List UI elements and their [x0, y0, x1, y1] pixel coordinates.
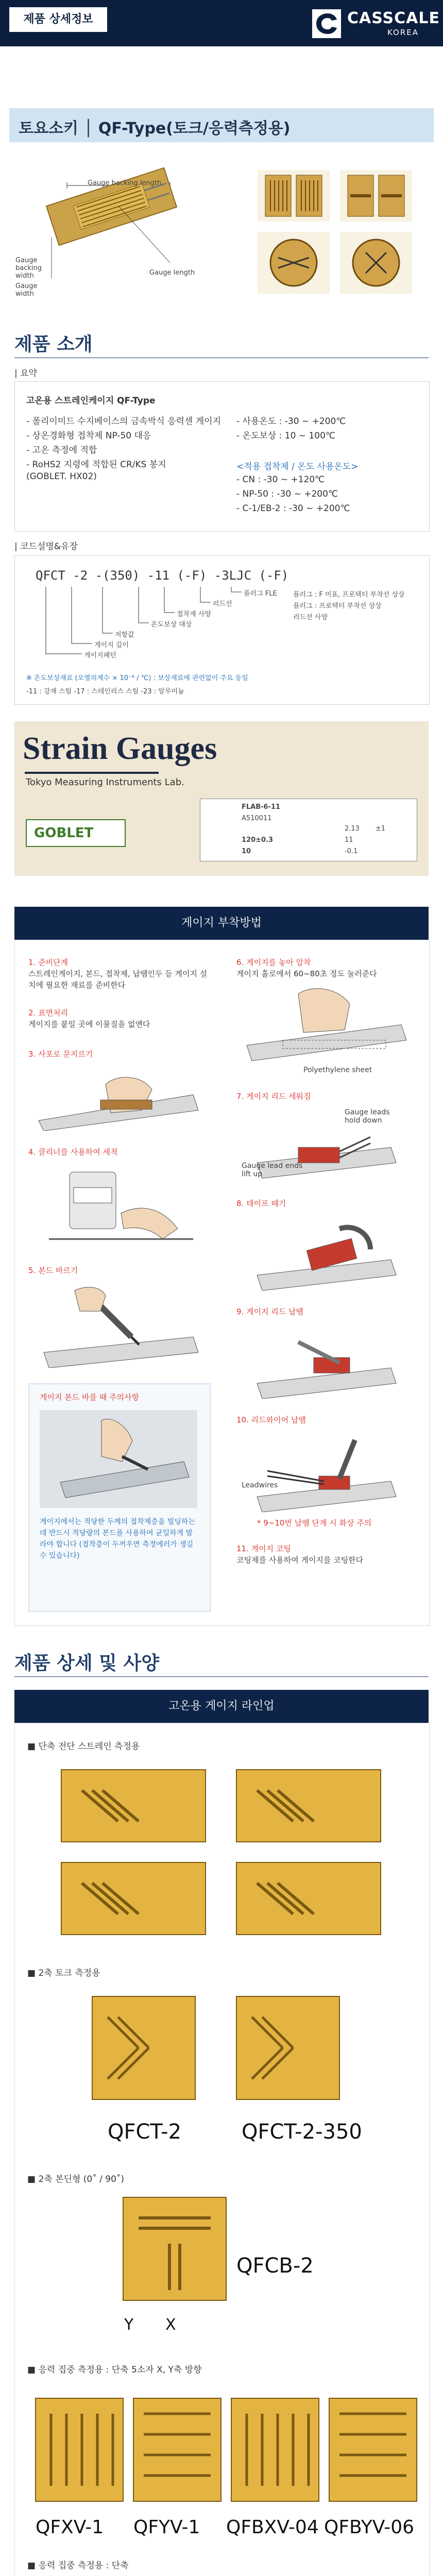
- summary-line: - 상온경화형 접착제 NP-50 대응: [26, 431, 151, 441]
- logo-text: CASSCALE: [347, 9, 440, 27]
- guide-step-10: [236, 1414, 306, 1426]
- warning-box: [28, 1383, 211, 1612]
- package-label-card: [14, 721, 429, 876]
- summary-line: - 고온 측정에 적합: [26, 445, 97, 455]
- step-title: 3. 사포로 문지르기: [28, 1049, 93, 1059]
- caption-qfxv1: QFXV-1: [36, 2517, 104, 2538]
- code-part: 저항값: [115, 631, 134, 639]
- poly-sheet-label: Polyethylene sheet: [303, 1066, 372, 1074]
- code-label: | 코드설명&유장: [14, 541, 78, 552]
- code-note: 리드선 사양: [293, 614, 328, 621]
- step-title: 4. 클리너를 사용하여 세척: [28, 1147, 118, 1157]
- temp-line: - 사용온도 : -30 ~ +200℃: [236, 416, 346, 427]
- step-desc: 게이지 홀로에서 60~80초 정도 눌러준다: [236, 969, 377, 978]
- top-header: [0, 0, 443, 46]
- label-card-gf: 2.13: [345, 825, 360, 833]
- adhesive-line: - C-1/EB-2 : -30 ~ +200℃: [236, 503, 350, 514]
- step-title: 5. 본드 바르기: [28, 1266, 78, 1275]
- goblet-logo: [26, 819, 126, 847]
- shear-gauge-photos: [46, 1759, 396, 1945]
- step-title: 9. 게이지 리드 납땜: [236, 1307, 304, 1316]
- axis-x-label: X: [165, 2316, 176, 2334]
- gauge-backing-width-label: Gauge backing width: [15, 257, 42, 280]
- bondin-gauge-photo: [118, 2192, 231, 2316]
- goblet-text: GOBLET: [34, 825, 94, 841]
- gauge-length-label: Gauge length: [149, 269, 195, 277]
- code-part: 게이지 길이: [94, 641, 129, 649]
- step-title: 6. 게이지를 놓아 압착: [236, 958, 311, 967]
- label-card-rule: [25, 772, 159, 774]
- guide-step-7: [236, 1091, 311, 1102]
- summary-box: [14, 381, 430, 532]
- detail-tab[interactable]: 제품 상세정보: [9, 7, 107, 32]
- cat-title-2: ■ 2축 토크 측정용: [27, 1968, 100, 1978]
- tape-illustration: [236, 1213, 417, 1291]
- product-title-bar: [9, 108, 434, 142]
- step-title: 8. 테이프 떼기: [236, 1199, 286, 1208]
- code-part: 게이지패턴: [84, 652, 116, 659]
- step-title: 7. 게이지 리드 세워짐: [236, 1092, 311, 1101]
- gauge-backing-length-label: Gauge backing length: [88, 179, 162, 187]
- guide-step-11: [236, 1543, 417, 1566]
- torque-gauge-photos: [87, 1986, 355, 2115]
- adhesive-line: - NP-50 : -30 ~ +200℃: [236, 489, 338, 499]
- summary-label: | 요약: [14, 368, 37, 379]
- highres-bar-text: 고온용 게이지 라인업: [168, 1700, 275, 1713]
- step-desc: 게이지를 붙일 곳에 이물질을 없앤다: [28, 1020, 150, 1029]
- label-card-model: FLAB-6-11: [242, 803, 281, 811]
- code-note: 플러그 : F 미표, 프로텍터 부착선 상상: [293, 591, 405, 599]
- step-title: 1. 준비단계: [28, 958, 69, 967]
- step-desc: 코팅제를 사용하여 게이지를 코팅한다: [236, 1555, 364, 1565]
- spec-divider: [14, 1676, 429, 1677]
- caption-qfct2: QFCT-2: [108, 2120, 182, 2144]
- guide-box: [14, 940, 430, 1626]
- warning-text: 게이지에서는 적당한 두께의 접착제층을 빌딩하는데 반드시 적당량의 본드를 사용하여 균일하게 발라야 합니다 (접착층이 두꺼우면 측정에러가 생길 수 있습니다): [40, 1518, 195, 1560]
- guide-step-1: [28, 957, 209, 991]
- guide-step-9: [236, 1306, 303, 1317]
- adhesive-line: - CN : -30 ~ +120℃: [236, 474, 325, 485]
- cat-title-4: ■ 응력 집중 측정용 : 단축 5소자 X, Y축 방향: [27, 2365, 202, 2375]
- gauge-leads-hold-label: Gauge leads hold down: [345, 1108, 390, 1125]
- logo-sub: KOREA: [387, 28, 419, 37]
- summary-line: - RoHS2 지령에 적합된 CR/KS 봉지: [26, 460, 166, 470]
- guide-step-4: [28, 1146, 118, 1158]
- guide-step-2: [28, 1007, 209, 1030]
- bond-illustration: [28, 1280, 209, 1368]
- label-card-title: Strain Gauges: [23, 731, 217, 766]
- guide-step-3: [28, 1048, 93, 1060]
- code-part: 접착제 사양: [177, 611, 211, 618]
- guide-step-5: [28, 1265, 78, 1276]
- warning-photo: [40, 1410, 197, 1508]
- caption-qfcb2: QFCB-2: [236, 2254, 314, 2278]
- stress-concentration-5el-photos: [30, 2383, 422, 2512]
- adhesive-title: <적용 접착제 / 온도 사용온도>: [236, 462, 359, 472]
- lead-solder-illustration: [236, 1321, 417, 1399]
- code-string: QFCT -2 -(350) -11 (-F) -3LJC (-F): [36, 568, 289, 583]
- caption-qfbxv04: QFBXV-04: [226, 2517, 319, 2538]
- cleaner-illustration: [28, 1162, 209, 1249]
- summary-line: - 폴리이미드 수지베이스의 금속박식 응력센 게이지: [26, 416, 222, 427]
- guide-step-6: [236, 957, 417, 979]
- note-10min: * 9~10번 납땜 단계 시 화상 주의: [257, 1518, 372, 1528]
- code-note: 플러그 : 프로텍터 부착선 상상: [293, 602, 382, 610]
- lineup-box: [14, 1723, 430, 2576]
- step-desc: 스트레인게이지, 본드, 접착제, 납땜인두 등 게이지 설치에 필요한 재료를 준비한다: [28, 969, 208, 990]
- label-card-resistance: 120±0.3: [242, 836, 274, 844]
- guide-heading: 게이지 부착방법: [181, 917, 262, 929]
- guide-heading-bar: [14, 907, 429, 940]
- caption-qfyv1: QFYV-1: [133, 2517, 200, 2538]
- leadwires-label: Leadwires: [242, 1481, 278, 1489]
- label-card-temp-comp: 11: [345, 836, 353, 844]
- label-card-trans: -0.1: [345, 848, 358, 855]
- company-logo[interactable]: [310, 7, 440, 39]
- product-title: 토요소키 │ QF-Type(토크/응력측정용): [19, 120, 291, 138]
- label-card-qty: 10: [242, 848, 251, 855]
- guide-step-8: [236, 1198, 286, 1209]
- code-box: [14, 555, 430, 705]
- cat-title-1: ■ 단축 전단 스트레인 측정용: [27, 1741, 140, 1752]
- highres-bar: [14, 1690, 429, 1723]
- label-card-gf-tol: ±1: [376, 825, 386, 833]
- code-foot2: -11 : 강재 스틸 -17 : 스테인리스 스틸 -23 : 알루미늄: [26, 688, 184, 696]
- cat-title-5: ■ 응력 집중 측정용 : 단축: [27, 2561, 129, 2571]
- warning-title: 게이지 본드 바를 때 주의사항: [40, 1393, 139, 1402]
- axis-y-label: Y: [124, 2316, 134, 2334]
- spec-heading: 제품 상세 및 사양: [14, 1653, 160, 1674]
- code-part: 리드선: [213, 600, 232, 608]
- code-part: 온도보상 대상: [151, 621, 192, 629]
- pressing-illustration: [236, 984, 417, 1071]
- caption-qfct2-350: QFCT-2-350: [242, 2120, 362, 2144]
- step-title: 10. 리드와이어 납땜: [236, 1415, 306, 1425]
- cat-title-3: ■ 2축 본딘형 (0˚ / 90˚): [27, 2174, 125, 2184]
- label-card-lot: A510011: [242, 815, 272, 822]
- gauge-lead-ends-label: Gauge lead ends lift up: [242, 1162, 303, 1178]
- summary-line: (GOBLET. HX02): [26, 471, 97, 482]
- summary-title: 고온용 스트레인케이지 QF-Type: [26, 396, 156, 406]
- label-card-sub: Tokyo Measuring Instruments Lab.: [26, 777, 184, 788]
- step-title: 2. 표면처리: [28, 1008, 69, 1018]
- caption-qfbyv06: QFBYV-06: [324, 2517, 415, 2538]
- step-title: 11. 게이지 코팅: [236, 1544, 291, 1553]
- temp-line: - 온도보상 : 10 ~ 100℃: [236, 431, 335, 441]
- code-part: 플러그 FLE: [244, 590, 277, 598]
- logo-mark-icon: [312, 9, 341, 38]
- leadwire-solder-illustration: [236, 1430, 417, 1512]
- sanding-illustration: [28, 1064, 209, 1131]
- code-foot: ※ 온도보상재료 (오열의계수 × 10⁻⁶ / ℃) : 보상재료에 관련없이 주요 동일: [26, 674, 248, 682]
- gauge-width-label: Gauge width: [15, 282, 38, 298]
- gauge-dimension-diagram: [15, 149, 428, 299]
- intro-heading: 제품 소개: [14, 334, 93, 355]
- label-card-table: [200, 799, 417, 861]
